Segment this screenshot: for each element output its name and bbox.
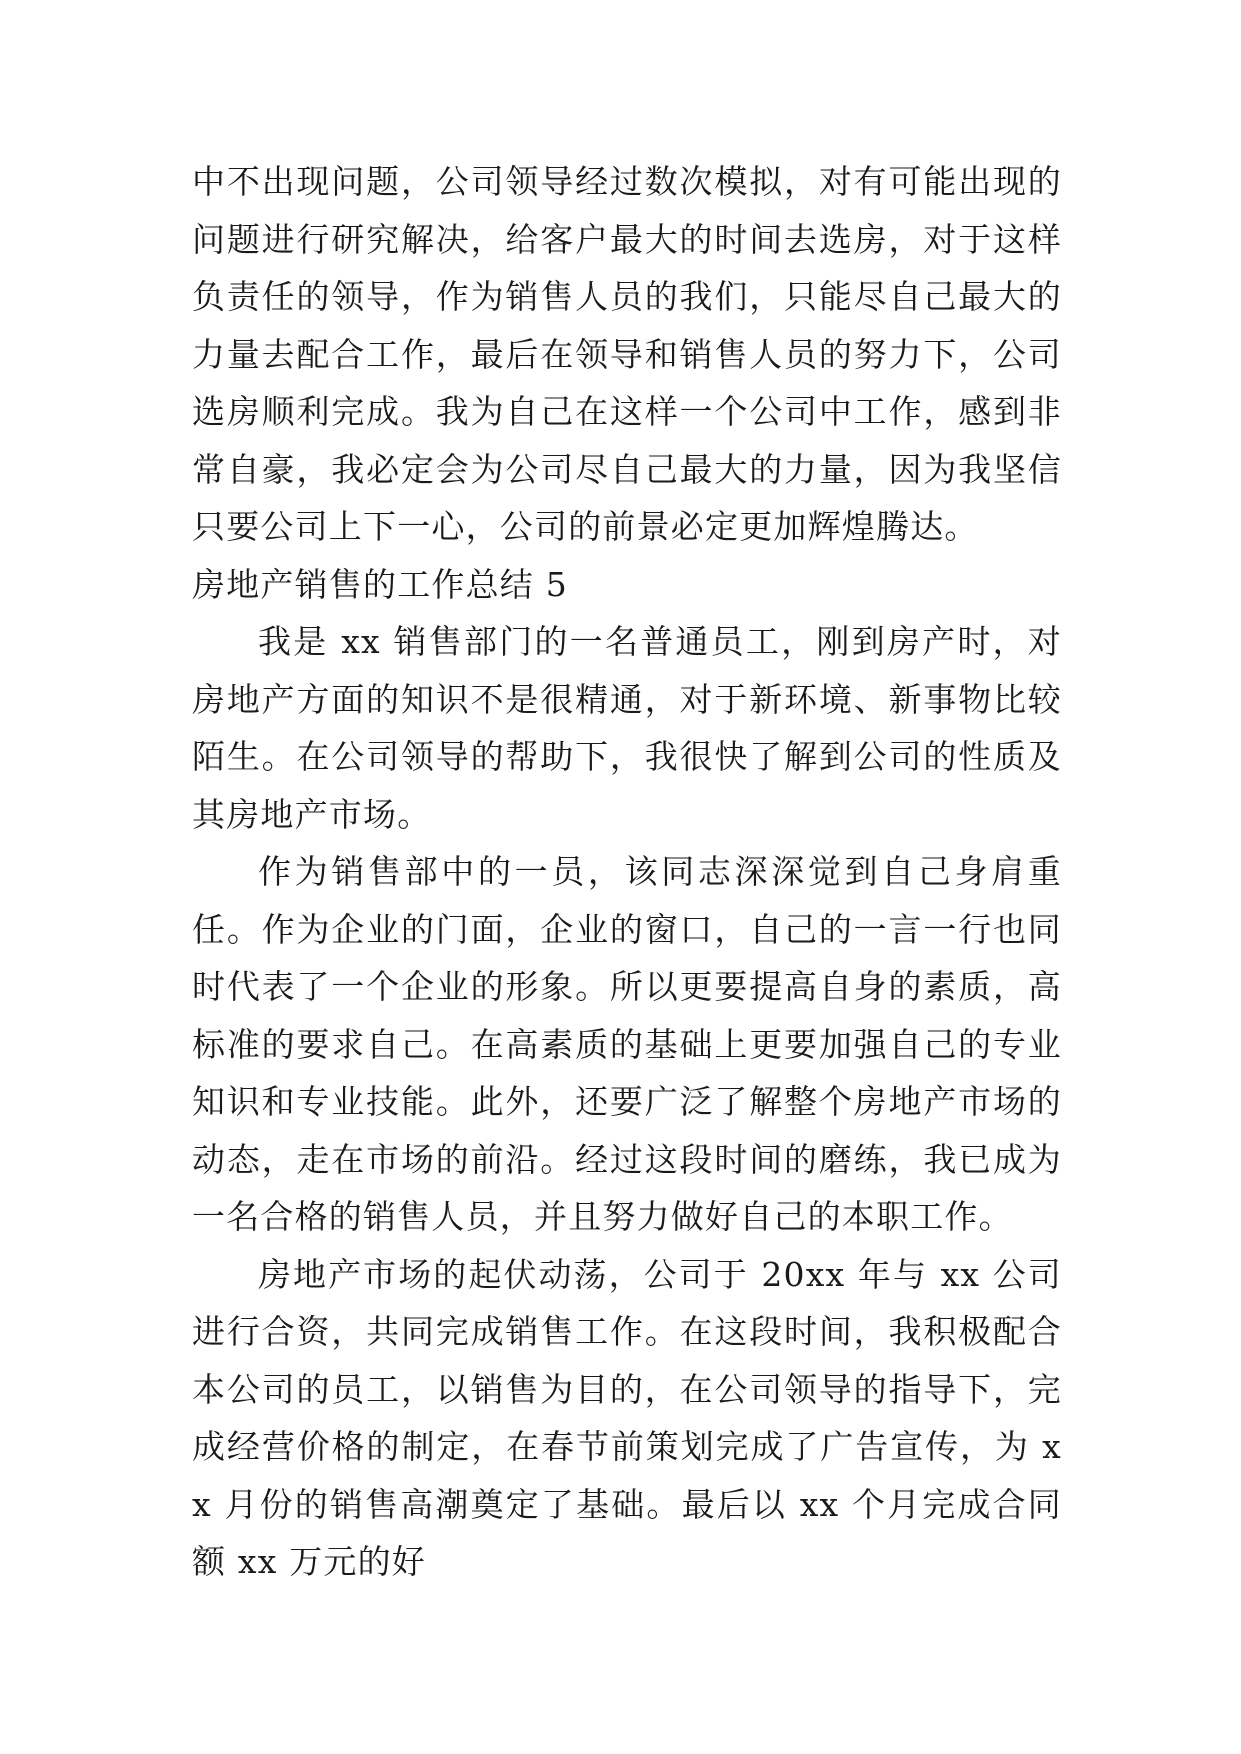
paragraph-market-joint-venture: 房地产市场的起伏动荡，公司于 20xx 年与 xx 公司进行合资，共同完成销售工作。在这段时间，我积极配合本公司的员工，以销售为目的，在公司领导的指导下，完成经营价格的制定，在春节前策划完成了广告宣传，为 xx 月份的销售高潮奠定了基础。最后以 xx 个月完成合同额 xx 万元的好 [192,1254,1062,1581]
paragraph-responsibility: 作为销售部中的一员，该同志深深觉到自己身肩重任。作为企业的门面，企业的窗口，自己的一言一行也同时代表了一个企业的形象。所以更要提高自身的素质，高标准的要求自己。在高素质的基础上更要加强自己的专业知识和专业技能。此外，还要广泛了解整个房地产市场的动态，走在市场的前沿。经过这段时间的磨练，我已成为一名合格的销售人员，并且努力做好自己的本职工作。 [192,852,1062,1236]
document-body [192,153,1062,1591]
paragraph-intro-continuation: 中不出现问题，公司领导经过数次模拟，对有可能出现的问题进行研究解决，给客户最大的时间去选房，对于这样负责任的领导，作为销售人员的我们，只能尽自己最大的力量去配合工作，最后在领导和销售人员的努力下，公司选房顺利完成。我为自己在这样一个公司中工作，感到非常自豪，我必定会为公司尽自己最大的力量，因为我坚信只要公司上下一心，公司的前景必定更加辉煌腾达。 [192,162,1062,546]
section-heading: 房地产销售的工作总结 5 [192,564,568,604]
paragraph-self-introduction: 我是 xx 销售部门的一名普通员工，刚到房产时，对房地产方面的知识不是很精通，对于新环境、新事物比较陌生。在公司领导的帮助下，我很快了解到公司的性质及其房地产市场。 [192,622,1062,834]
